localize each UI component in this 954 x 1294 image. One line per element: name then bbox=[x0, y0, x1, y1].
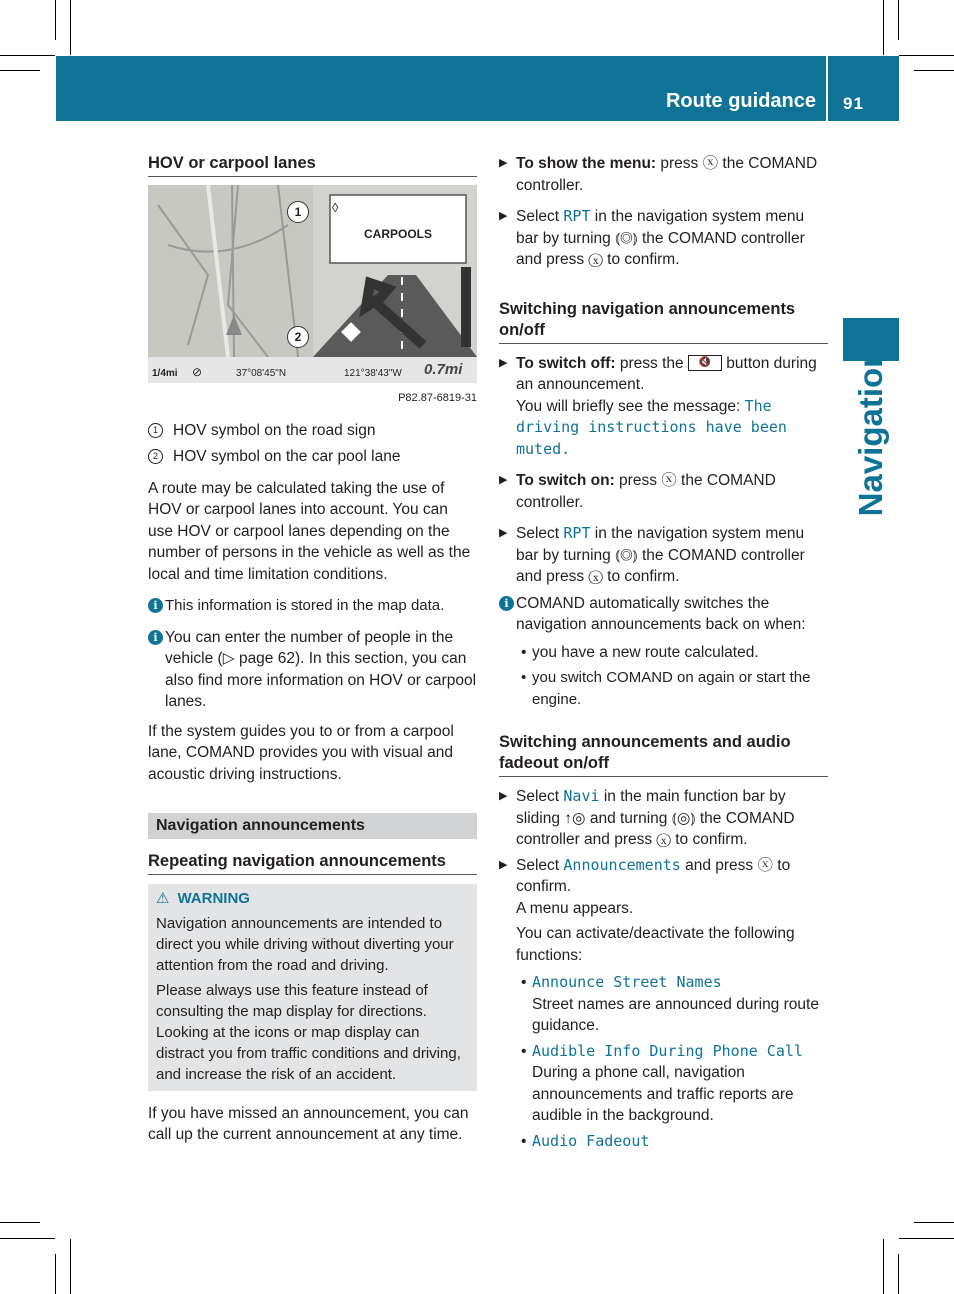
crop-mark bbox=[883, 0, 884, 55]
crop-mark bbox=[0, 1238, 55, 1239]
legend-num: 1 bbox=[148, 423, 163, 438]
legend-num: 2 bbox=[148, 449, 163, 464]
step bbox=[499, 206, 828, 271]
legend-item bbox=[148, 446, 477, 468]
step bbox=[499, 153, 828, 196]
warning-icon: ⚠ bbox=[156, 889, 170, 907]
legend-text: HOV symbol on the car pool lane bbox=[173, 448, 401, 465]
crop-mark bbox=[899, 55, 954, 56]
step-label: To switch on: bbox=[516, 472, 615, 489]
bullet-list bbox=[516, 642, 828, 711]
crop-mark bbox=[0, 1222, 40, 1223]
step-text: You can activate/deactivate the following functions: bbox=[516, 925, 795, 964]
menu-item-code: RPT bbox=[563, 207, 591, 225]
hov-sign-icon: ◊ bbox=[332, 200, 339, 215]
step-text: in the navigation system menu bar by turning ⦅◎⦆ the COMAND controller and press ⓧ to confirm. bbox=[516, 208, 805, 268]
step-text: and press ⓧ to confirm. bbox=[516, 856, 791, 895]
step-text: button during an announcement. bbox=[516, 354, 817, 393]
compass-icon: ⊘ bbox=[192, 365, 203, 379]
crop-mark bbox=[55, 0, 56, 40]
option-code: Announce Street Names bbox=[532, 973, 722, 991]
option-item bbox=[516, 1041, 828, 1127]
step bbox=[499, 786, 828, 851]
list-item: • you switch COMAND on again or start the engine. bbox=[516, 667, 828, 710]
step-text: press ⓧ the COMAND controller. bbox=[516, 472, 776, 511]
step bbox=[499, 523, 828, 588]
step-text: press the bbox=[615, 354, 684, 372]
crop-mark bbox=[0, 55, 55, 56]
crop-mark bbox=[55, 1254, 56, 1294]
callout-1: 1 bbox=[287, 201, 309, 223]
info-note bbox=[499, 593, 828, 636]
info-note bbox=[148, 627, 477, 713]
step-text: Select bbox=[516, 856, 564, 874]
subsection-heading: Switching announcements and audio fadeout on/off bbox=[499, 732, 828, 777]
paragraph: If the system guides you to or from a carpool lane, COMAND provides you with visual and acoustic driving instructions. bbox=[148, 722, 454, 783]
left-column bbox=[148, 153, 477, 1146]
legend-item bbox=[148, 420, 477, 442]
step-text: Select bbox=[516, 788, 564, 805]
hov-heading: HOV or carpool lanes bbox=[148, 153, 477, 177]
step-text: in the main function bar by sliding ↑◎ and turning ⦅◎⦆ the COMAND controller and press ⓧ to confirm. bbox=[516, 788, 795, 848]
info-text: You can enter the number of people in the vehicle (▷ page 62). In this section, you can also find more information on HOV or carpool lanes. bbox=[165, 628, 477, 710]
warning-text: Please always use this feature instead of consulting the map display for directions. Looking at the icons or map display can distract you from traffic conditions and driving, and increase the risk of an accident. bbox=[156, 981, 461, 1083]
section-heading: Navigation announcements bbox=[148, 813, 477, 839]
figure-ref: P82.87-6819-31 bbox=[398, 392, 477, 404]
option-code: Audible Info During Phone Call bbox=[532, 1041, 803, 1060]
distance-readout: 0.7mi bbox=[424, 361, 463, 378]
crop-mark bbox=[898, 0, 899, 40]
subsection-heading: Repeating navigation announcements bbox=[148, 851, 477, 875]
warning-text: Navigation announcements are intended to direct you while driving without diverting your attention from the road and driving. bbox=[156, 914, 454, 974]
option-item bbox=[516, 972, 828, 1037]
crop-mark bbox=[899, 1238, 954, 1239]
info-text: COMAND automatically switches the navigation announcements back on when: bbox=[516, 594, 806, 633]
step-text: Select bbox=[516, 208, 564, 225]
step bbox=[499, 353, 828, 461]
info-text: This information is stored in the map data. bbox=[165, 597, 445, 614]
subsection-heading: Switching navigation announcements on/off bbox=[499, 299, 828, 344]
page-title: Route guidance bbox=[665, 90, 816, 112]
menu-item-code: Navi bbox=[563, 787, 600, 805]
step-text: You will briefly see the message: bbox=[516, 397, 745, 415]
step bbox=[499, 855, 828, 967]
info-icon: i bbox=[499, 596, 514, 611]
step-label: To switch off: bbox=[516, 354, 616, 372]
hov-figure bbox=[148, 185, 477, 383]
menu-item-code: RPT bbox=[563, 524, 591, 542]
crop-mark bbox=[914, 70, 954, 71]
step-text: Select bbox=[516, 525, 564, 542]
step bbox=[499, 470, 828, 513]
latitude: 37°08'45"N bbox=[236, 368, 287, 379]
list-item: • you have a new route calculated. bbox=[516, 642, 828, 664]
step-label: To show the menu: bbox=[516, 155, 657, 172]
legend-text: HOV symbol on the road sign bbox=[173, 421, 376, 439]
info-icon: i bbox=[148, 598, 163, 613]
crop-mark bbox=[914, 1222, 954, 1223]
side-tab-label: Navigation bbox=[852, 347, 889, 517]
paragraph: If you have missed an announcement, you can call up the current announcement at any time. bbox=[148, 1104, 469, 1143]
step-text: press ⓧ the COMAND controller. bbox=[516, 155, 818, 194]
option-desc: During a phone call, navigation announcements and traffic reports are audible in the background. bbox=[532, 1064, 794, 1124]
options-list bbox=[516, 972, 828, 1152]
crop-mark bbox=[883, 1239, 884, 1294]
message-code: The driving instructions have been muted. bbox=[516, 396, 787, 458]
menu-item-code: Announcements bbox=[563, 855, 681, 874]
warning-box bbox=[148, 884, 477, 1091]
longitude: 121°38'43"W bbox=[344, 368, 402, 379]
warning-title: WARNING bbox=[177, 889, 250, 907]
info-icon: i bbox=[148, 630, 163, 645]
legend-list bbox=[148, 420, 477, 468]
warning-header bbox=[156, 888, 469, 909]
map-illustration bbox=[148, 185, 477, 383]
crop-mark bbox=[0, 70, 40, 71]
crop-mark bbox=[70, 1239, 71, 1294]
map-scale: 1/4mi bbox=[152, 368, 178, 379]
callout-2: 2 bbox=[287, 326, 309, 348]
mute-button-icon: 🔇 bbox=[688, 355, 722, 371]
carpool-sign-text: CARPOOLS bbox=[364, 227, 433, 241]
option-desc: Street names are announced during route guidance. bbox=[532, 995, 819, 1034]
option-item bbox=[516, 1131, 828, 1153]
header-divider bbox=[826, 56, 828, 121]
right-column bbox=[499, 153, 828, 1152]
step-text: in the navigation system menu bar by turning ⦅◎⦆ the COMAND controller and press ⓧ to confirm. bbox=[516, 525, 805, 585]
page-number: 91 bbox=[843, 94, 864, 113]
paragraph: A route may be calculated taking the use of HOV or carpool lanes into account. You can use HOV or carpool lanes depending on the number of persons in the vehicle as well as the local and time limitation conditions. bbox=[148, 479, 471, 583]
info-note bbox=[148, 595, 477, 617]
crop-mark bbox=[70, 0, 71, 55]
step-text: A menu appears. bbox=[516, 899, 634, 917]
crop-mark bbox=[898, 1254, 899, 1294]
option-code: Audio Fadeout bbox=[532, 1131, 650, 1150]
